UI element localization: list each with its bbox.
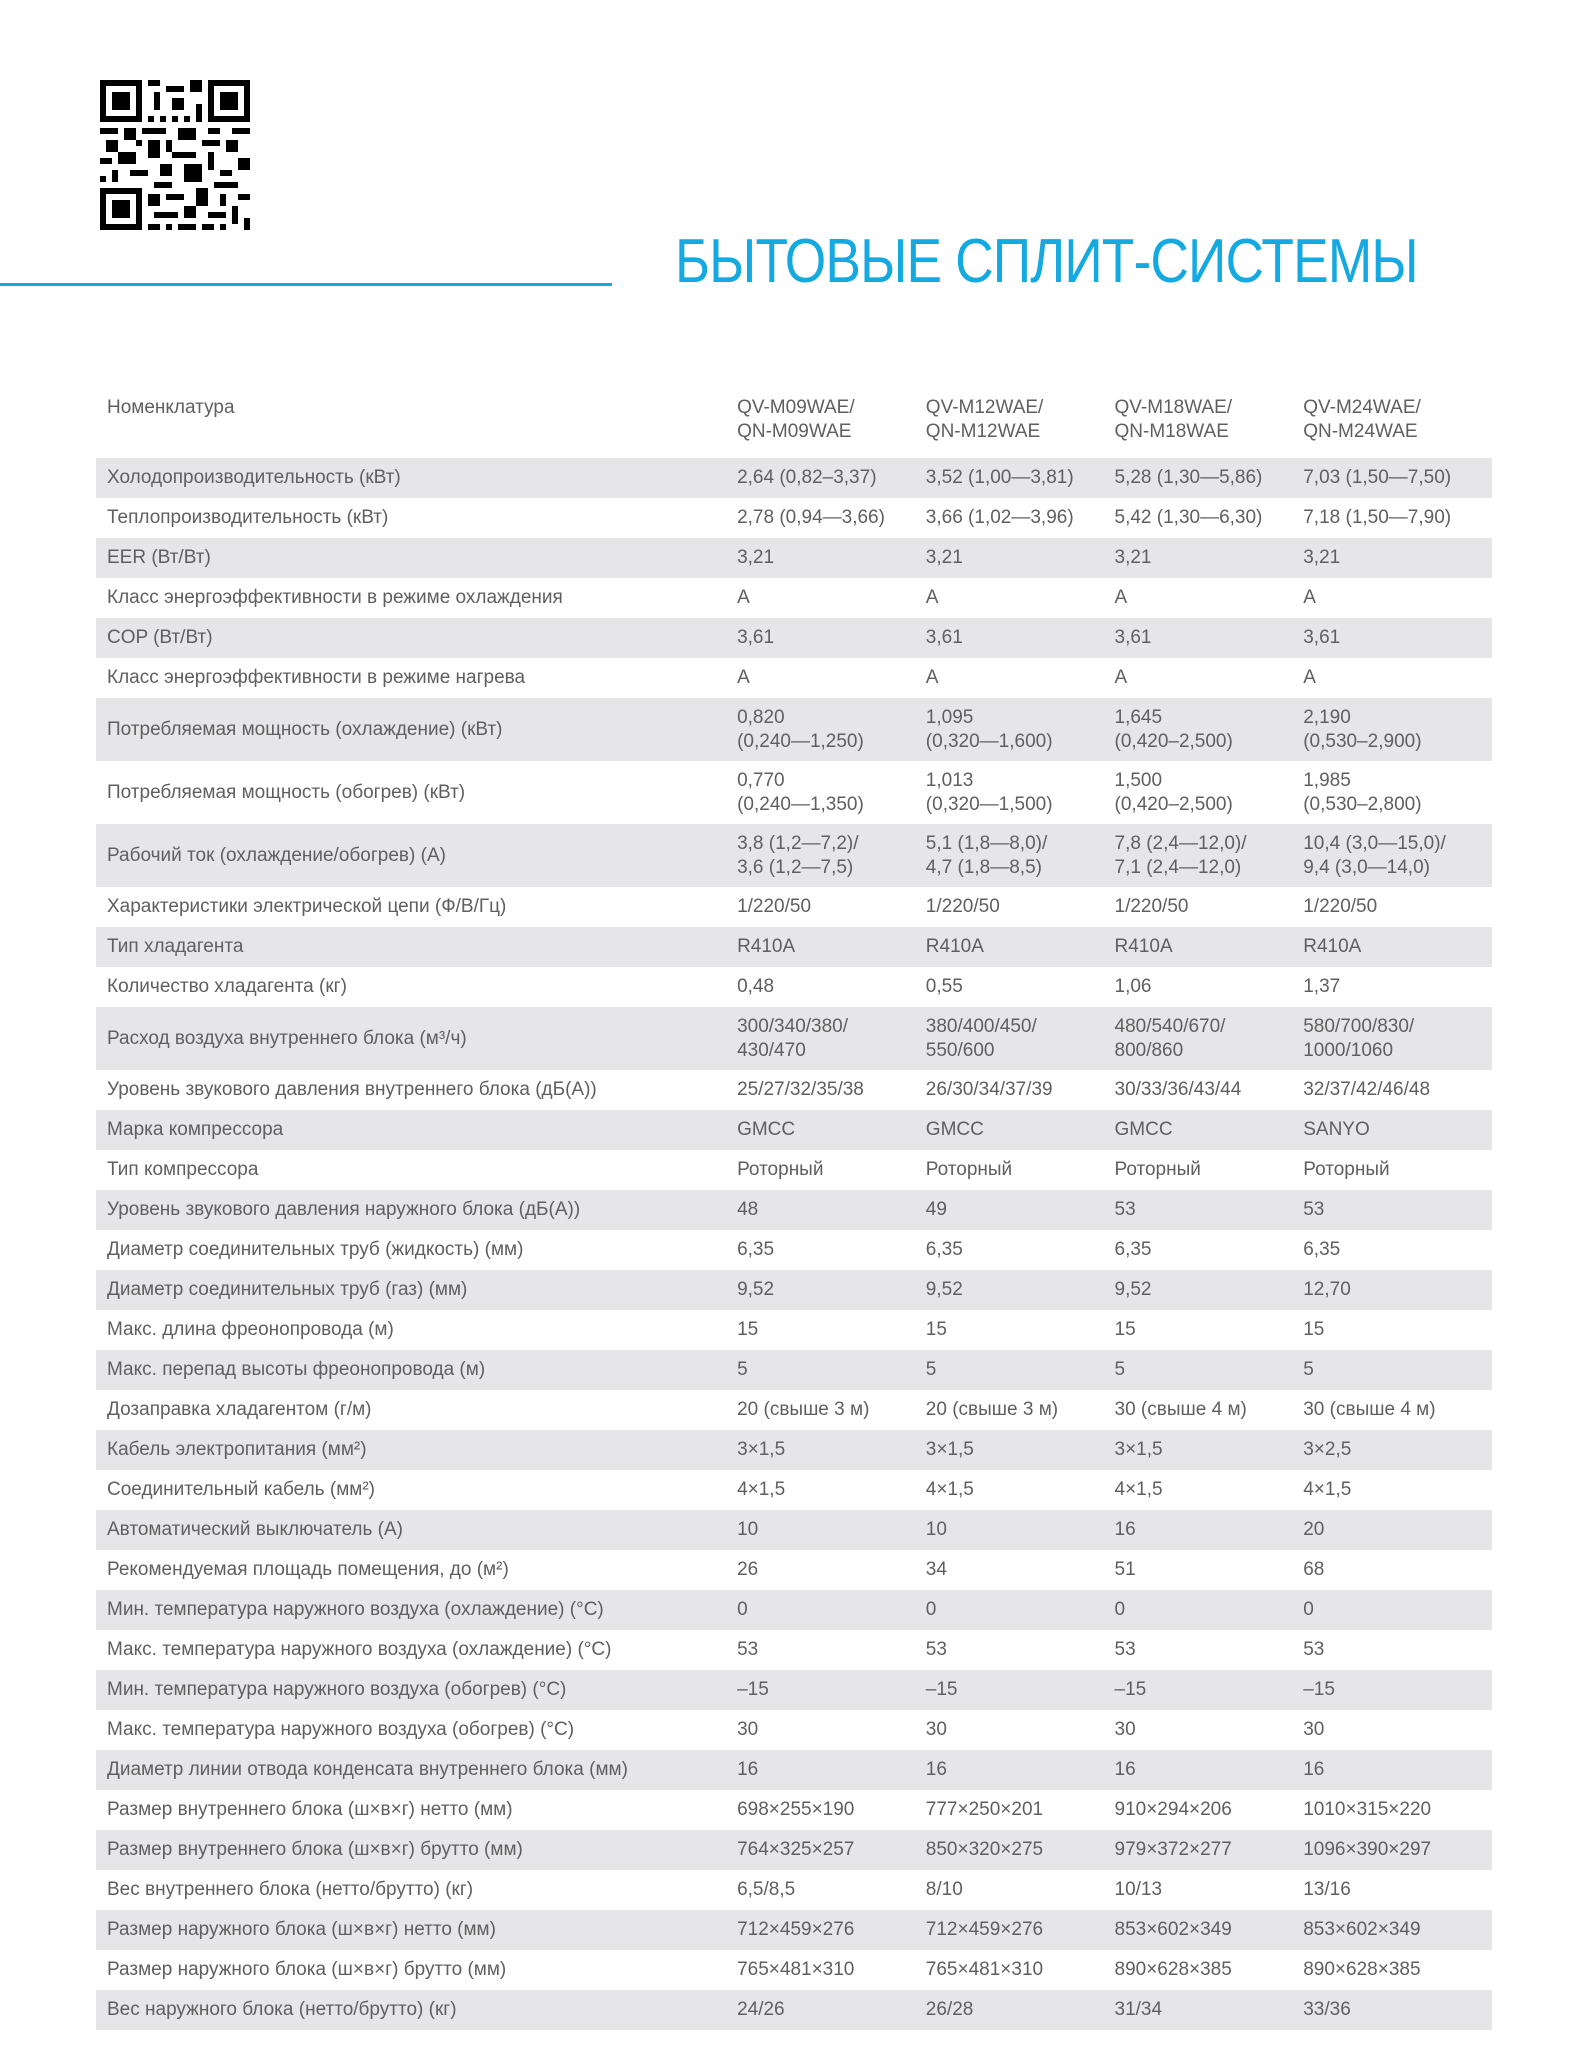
- row-label: Автоматический выключатель (А): [96, 1510, 737, 1550]
- row-value: 0: [737, 1590, 926, 1630]
- row-value: 1,645 (0,420–2,500): [1115, 698, 1304, 761]
- row-value: 0: [926, 1590, 1115, 1630]
- row-value: 5,1 (1,8—8,0)/ 4,7 (1,8—8,5): [926, 824, 1115, 887]
- row-value: 10/13: [1114, 1879, 1163, 1900]
- row-label: Количество хладагента (кг): [107, 976, 347, 997]
- row-value: –15: [926, 1670, 1115, 1710]
- row-value: 1/220/50: [737, 896, 812, 917]
- qr-code-icon: [100, 80, 250, 230]
- table-row: [96, 1510, 1492, 1550]
- row-value: 5: [737, 1350, 926, 1390]
- row-value: A: [1303, 667, 1316, 688]
- row-value: 25/27/32/35/38: [737, 1079, 864, 1100]
- row-label: Макс. длина фреонопровода (м): [107, 1319, 394, 1340]
- row-value: 1096×390×297: [1303, 1830, 1492, 1870]
- row-value: 765×481×310: [737, 1959, 855, 1980]
- row-value: 480/540/670/ 800/860: [1115, 1007, 1304, 1070]
- row-value: 6,5/8,5: [737, 1879, 796, 1900]
- row-value: 4×1,5: [1114, 1479, 1163, 1500]
- table-row: [96, 927, 1492, 967]
- model-header: QV-M18WAE/ QN-M18WAE: [1114, 397, 1233, 442]
- row-value: 16: [737, 1750, 926, 1790]
- row-value: 765×481×310: [925, 1959, 1044, 1980]
- row-value: 3,61: [926, 618, 1115, 658]
- row-value: 12,70: [1303, 1270, 1492, 1310]
- row-value: A: [1303, 587, 1316, 608]
- row-label: Макс. температура наружного воздуха (охлаждение) (°С): [107, 1639, 612, 1660]
- table-header-row: [96, 390, 1492, 458]
- row-value: 53: [1115, 1190, 1304, 1230]
- row-value: 33/36: [1303, 1990, 1492, 2030]
- row-label: Размер наружного блока (ш×в×г) брутто (мм): [107, 1959, 507, 1980]
- row-value: 13/16: [1303, 1879, 1351, 1900]
- row-label: Вес внутреннего блока (нетто/брутто) (кг): [107, 1879, 474, 1900]
- row-label: EER (Вт/Вт): [96, 538, 737, 578]
- table-row: [96, 1390, 1492, 1430]
- row-label: Диаметр линии отвода конденсата внутреннего блока (мм): [96, 1750, 737, 1790]
- row-value: 4×1,5: [737, 1479, 786, 1500]
- row-value: 3,21: [1303, 538, 1492, 578]
- row-label: Рабочий ток (охлаждение/обогрев) (А): [96, 824, 737, 887]
- row-value: 9,52: [737, 1270, 926, 1310]
- table-row: [96, 1270, 1492, 1310]
- row-value: 1,013 (0,320—1,500): [925, 769, 1053, 815]
- row-value: 16: [1115, 1750, 1304, 1790]
- row-value: 3,61: [737, 618, 926, 658]
- row-value: 1,500 (0,420–2,500): [1114, 769, 1233, 815]
- row-value: 20: [1303, 1510, 1492, 1550]
- row-value: GMCC: [737, 1110, 926, 1150]
- row-value: 15: [737, 1319, 759, 1340]
- row-value: 853×602×349: [1115, 1910, 1304, 1950]
- table-row: [96, 761, 1492, 824]
- row-value: 3,21: [926, 538, 1115, 578]
- row-value: 910×294×206: [1114, 1799, 1232, 1820]
- row-value: 2,78 (0,94—3,66): [737, 507, 885, 528]
- row-value: A: [925, 587, 939, 608]
- row-value: A: [1114, 667, 1128, 688]
- row-value: 580/700/830/ 1000/1060: [1303, 1007, 1492, 1070]
- row-value: 30 (свыше 4 м): [1303, 1399, 1436, 1420]
- row-label: Вес наружного блока (нетто/брутто) (кг): [96, 1990, 737, 2030]
- row-value: 853×602×349: [1303, 1910, 1492, 1950]
- row-label: Класс энергоэффективности в режиме охлаждения: [107, 587, 563, 608]
- table-row: [96, 1630, 1492, 1670]
- row-value: 32/37/42/46/48: [1303, 1079, 1431, 1100]
- row-value: 26/30/34/37/39: [925, 1079, 1053, 1100]
- row-label: Размер наружного блока (ш×в×г) нетто (мм): [96, 1910, 737, 1950]
- header-label: Номенклатура: [107, 397, 235, 418]
- row-label: Диаметр соединительных труб (жидкость) (мм): [107, 1239, 524, 1260]
- row-value: SANYO: [1303, 1110, 1492, 1150]
- row-value: 9,52: [1115, 1270, 1304, 1310]
- row-value: 698×255×190: [737, 1799, 855, 1820]
- row-value: 2,64 (0,82–3,37): [737, 458, 926, 498]
- row-value: 53: [1303, 1639, 1325, 1660]
- row-value: R410A: [1115, 927, 1304, 967]
- row-value: 8/10: [925, 1879, 963, 1900]
- table-row: [96, 1710, 1492, 1750]
- row-value: 979×372×277: [1115, 1830, 1304, 1870]
- row-label: Расход воздуха внутреннего блока (м³/ч): [96, 1007, 737, 1070]
- row-value: 30 (свыше 4 м): [1114, 1399, 1247, 1420]
- table-row: [96, 1007, 1492, 1070]
- row-value: 16: [926, 1750, 1115, 1790]
- row-value: 3×1,5: [737, 1430, 926, 1470]
- row-label: COP (Вт/Вт): [96, 618, 737, 658]
- row-value: 30: [1114, 1719, 1136, 1740]
- row-label: Соединительный кабель (мм²): [107, 1479, 375, 1500]
- table-row: [96, 1790, 1492, 1830]
- row-value: 4×1,5: [925, 1479, 974, 1500]
- row-value: 51: [1114, 1559, 1136, 1580]
- table-row: [96, 1910, 1492, 1950]
- table-row: [96, 578, 1492, 618]
- row-value: 5: [1303, 1350, 1492, 1390]
- row-value: 1/220/50: [1303, 896, 1378, 917]
- row-label: Холодопроизводительность (кВт): [96, 458, 737, 498]
- row-label: Кабель электропитания (мм²): [96, 1430, 737, 1470]
- row-value: 0,55: [925, 976, 963, 997]
- row-label: Размер внутреннего блока (ш×в×г) брутто (мм): [96, 1830, 737, 1870]
- row-value: 4×1,5: [1303, 1479, 1352, 1500]
- row-value: R410A: [926, 927, 1115, 967]
- row-value: 3×1,5: [926, 1430, 1115, 1470]
- row-value: 1/220/50: [1114, 896, 1189, 917]
- row-value: R410A: [1303, 927, 1492, 967]
- table-row: [96, 1110, 1492, 1150]
- row-value: 5: [1115, 1350, 1304, 1390]
- row-value: 890×628×385: [1303, 1959, 1421, 1980]
- row-value: 0: [1303, 1590, 1492, 1630]
- row-value: 10: [926, 1510, 1115, 1550]
- row-value: 16: [1303, 1750, 1492, 1790]
- row-value: 68: [1303, 1559, 1325, 1580]
- page-title: БЫТОВЫЕ СПЛИТ-СИСТЕМЫ: [675, 227, 1418, 296]
- row-value: 15: [1114, 1319, 1136, 1340]
- row-value: 10: [737, 1510, 926, 1550]
- row-value: 5: [926, 1350, 1115, 1390]
- row-value: 30: [737, 1719, 759, 1740]
- table-row: [96, 1830, 1492, 1870]
- row-value: 0,820 (0,240—1,250): [737, 698, 926, 761]
- table-row: [96, 1550, 1492, 1590]
- table-row: [96, 498, 1492, 538]
- row-value: 3,66 (1,02—3,96): [925, 507, 1074, 528]
- row-label: Размер внутреннего блока (ш×в×г) нетто (мм): [107, 1799, 513, 1820]
- row-value: 300/340/380/ 430/470: [737, 1007, 926, 1070]
- row-value: –15: [737, 1670, 926, 1710]
- model-header: QV-M09WAE/ QN-M09WAE: [737, 397, 855, 442]
- row-value: GMCC: [926, 1110, 1115, 1150]
- row-value: 5,42 (1,30—6,30): [1114, 507, 1263, 528]
- row-value: 7,18 (1,50—7,90): [1303, 507, 1452, 528]
- row-value: 764×325×257: [737, 1830, 926, 1870]
- row-label: Рекомендуемая площадь помещения, до (м²): [107, 1559, 509, 1580]
- row-value: 16: [1115, 1510, 1304, 1550]
- row-label: Макс. температура наружного воздуха (обогрев) (°С): [107, 1719, 575, 1740]
- row-value: 26: [737, 1559, 759, 1580]
- row-value: A: [737, 587, 750, 608]
- row-label: Потребляемая мощность (охлаждение) (кВт): [96, 698, 737, 761]
- row-label: Тип компрессора: [107, 1159, 259, 1180]
- row-value: 0: [1115, 1590, 1304, 1630]
- table-row: [96, 658, 1492, 698]
- row-label: Уровень звукового давления наружного блока (дБ(А)): [96, 1190, 737, 1230]
- row-label: Дозаправка хладагентом (г/м): [107, 1399, 372, 1420]
- row-value: 850×320×275: [926, 1830, 1115, 1870]
- row-value: 3×1,5: [1115, 1430, 1304, 1470]
- row-value: 3,61: [1115, 618, 1304, 658]
- row-value: 3,8 (1,2—7,2)/ 3,6 (1,2—7,5): [737, 824, 926, 887]
- row-value: A: [1114, 587, 1128, 608]
- row-value: 1,985 (0,530–2,800): [1303, 769, 1422, 815]
- row-value: Роторный: [737, 1159, 824, 1180]
- row-value: 10,4 (3,0—15,0)/ 9,4 (3,0—14,0): [1303, 824, 1492, 887]
- row-label: Характеристики электрической цепи (Ф/В/Гц): [107, 896, 507, 917]
- row-value: 20 (свыше 3 м): [925, 1399, 1059, 1420]
- row-value: –15: [1115, 1670, 1304, 1710]
- table-row: [96, 1350, 1492, 1390]
- row-label: Марка компрессора: [96, 1110, 737, 1150]
- row-label: Макс. перепад высоты фреонопровода (м): [96, 1350, 737, 1390]
- table-row: [96, 1870, 1492, 1910]
- row-value: GMCC: [1115, 1110, 1304, 1150]
- row-value: 6,35: [1303, 1239, 1341, 1260]
- row-value: 30: [1303, 1719, 1325, 1740]
- specifications-table: [96, 390, 1492, 2030]
- row-value: 30: [925, 1719, 947, 1740]
- row-value: 30/33/36/43/44: [1114, 1079, 1242, 1100]
- row-value: 712×459×276: [737, 1910, 926, 1950]
- accent-divider: [0, 283, 612, 286]
- row-value: 6,35: [1114, 1239, 1152, 1260]
- row-value: 3,61: [1303, 618, 1492, 658]
- row-value: 31/34: [1115, 1990, 1304, 2030]
- row-value: –15: [1303, 1670, 1492, 1710]
- row-value: 15: [925, 1319, 947, 1340]
- table-row: [96, 698, 1492, 761]
- model-header: QV-M24WAE/ QN-M24WAE: [1303, 397, 1421, 442]
- row-value: Роторный: [1114, 1159, 1201, 1180]
- row-label: Мин. температура наружного воздуха (охлаждение) (°С): [96, 1590, 737, 1630]
- model-header: QV-M12WAE/ QN-M12WAE: [925, 397, 1044, 442]
- row-value: 5,28 (1,30—5,86): [1115, 458, 1304, 498]
- row-value: 1,37: [1303, 976, 1341, 997]
- row-value: 53: [1303, 1190, 1492, 1230]
- table-row: [96, 1310, 1492, 1350]
- table-row: [96, 1950, 1492, 1990]
- row-value: 7,8 (2,4—12,0)/ 7,1 (2,4—12,0): [1115, 824, 1304, 887]
- row-value: 1/220/50: [925, 896, 1000, 917]
- table-row: [96, 1470, 1492, 1510]
- row-value: 380/400/450/ 550/600: [926, 1007, 1115, 1070]
- row-value: 20 (свыше 3 м): [737, 1399, 870, 1420]
- row-label: Уровень звукового давления внутреннего блока (дБ(А)): [107, 1079, 597, 1100]
- row-value: 53: [737, 1639, 759, 1660]
- table-row: [96, 1190, 1492, 1230]
- row-value: 3,21: [737, 538, 926, 578]
- table-row: [96, 824, 1492, 887]
- row-value: 49: [926, 1190, 1115, 1230]
- row-value: 24/26: [737, 1990, 926, 2030]
- row-value: A: [925, 667, 939, 688]
- table-row: [96, 887, 1492, 927]
- row-value: 0,48: [737, 976, 775, 997]
- row-label: Класс энергоэффективности в режиме нагрева: [107, 667, 526, 688]
- row-value: 890×628×385: [1114, 1959, 1232, 1980]
- row-value: R410A: [737, 927, 926, 967]
- table-row: [96, 967, 1492, 1007]
- row-label: Диаметр соединительных труб (газ) (мм): [96, 1270, 737, 1310]
- row-value: 1,095 (0,320—1,600): [926, 698, 1115, 761]
- row-label: Потребляемая мощность (обогрев) (кВт): [107, 781, 466, 803]
- table-row: [96, 458, 1492, 498]
- table-row: [96, 1430, 1492, 1470]
- row-value: 6,35: [925, 1239, 963, 1260]
- table-row: [96, 1070, 1492, 1110]
- row-value: 26/28: [926, 1990, 1115, 2030]
- table-row: [96, 1230, 1492, 1270]
- table-row: [96, 1990, 1492, 2030]
- row-value: 712×459×276: [926, 1910, 1115, 1950]
- table-row: [96, 1590, 1492, 1630]
- row-value: 53: [1114, 1639, 1136, 1660]
- row-label: Теплопроизводительность (кВт): [107, 507, 389, 528]
- row-label: Мин. температура наружного воздуха (обогрев) (°С): [96, 1670, 737, 1710]
- row-value: 2,190 (0,530–2,900): [1303, 698, 1492, 761]
- table-row: [96, 1670, 1492, 1710]
- row-value: 53: [925, 1639, 947, 1660]
- table-row: [96, 538, 1492, 578]
- row-value: 3,21: [1115, 538, 1304, 578]
- row-value: 6,35: [737, 1239, 775, 1260]
- row-value: 9,52: [926, 1270, 1115, 1310]
- row-value: 48: [737, 1190, 926, 1230]
- row-value: 3×2,5: [1303, 1430, 1492, 1470]
- row-value: 3,52 (1,00—3,81): [926, 458, 1115, 498]
- table-row: [96, 1750, 1492, 1790]
- row-value: 15: [1303, 1319, 1325, 1340]
- row-value: A: [737, 667, 750, 688]
- row-value: 1,06: [1114, 976, 1152, 997]
- row-value: Роторный: [925, 1159, 1013, 1180]
- row-label: Тип хладагента: [96, 927, 737, 967]
- row-value: 34: [925, 1559, 947, 1580]
- row-value: 7,03 (1,50—7,50): [1303, 458, 1492, 498]
- row-value: 1010×315×220: [1303, 1799, 1432, 1820]
- row-value: Роторный: [1303, 1159, 1390, 1180]
- table-row: [96, 1150, 1492, 1190]
- row-value: 777×250×201: [925, 1799, 1044, 1820]
- row-value: 0,770 (0,240—1,350): [737, 769, 864, 815]
- table-row: [96, 618, 1492, 658]
